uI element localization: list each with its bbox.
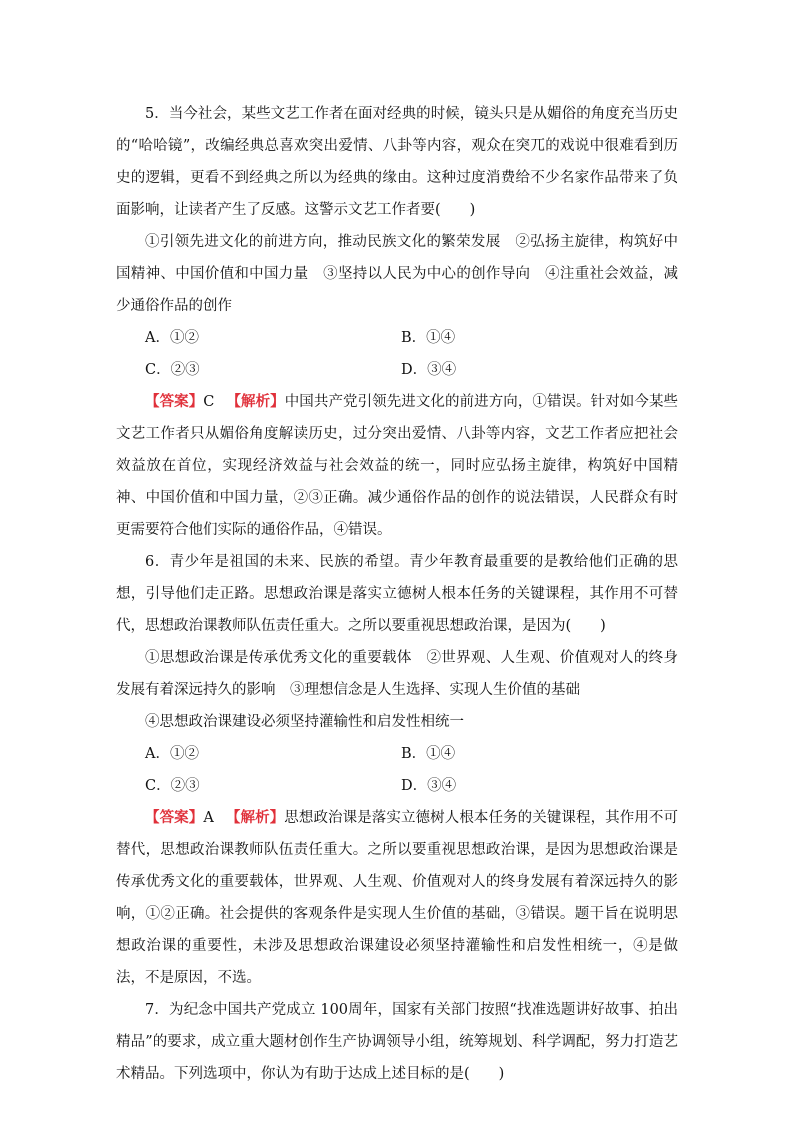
choice-d: D．③④ xyxy=(401,362,457,378)
analysis-text: 思想政治课是落实立德树人根本任务的关键课程，其作用不可替代，思想政治课教师队伍责任重大。之所以要重视思想政治课，是因为思想政治课是传承优秀文化的重要载体，世界观、人生观、价值观对人的终身发展有着深远持久的影响，①②正确。社会提供的客观条件是实现人生价值的基础，③错误。题干旨在说明思想政治课的重要性，未涉及思想政治课建设必须坚持灌输性和启发性相统一，④是做法，不是原因，不选。 xyxy=(116,810,679,986)
question-5-choices xyxy=(116,322,678,386)
choice-c: C．②③ xyxy=(145,362,200,378)
answer-letter: A xyxy=(203,810,214,826)
answer-letter: C xyxy=(203,394,215,410)
answer-tag: 【答案】 xyxy=(145,809,204,826)
answer-tag: 【答案】 xyxy=(145,393,204,410)
document-page xyxy=(116,98,678,1090)
choice-b: B．①④ xyxy=(401,746,456,762)
question-5-answer xyxy=(116,386,678,546)
choice-c: C．②③ xyxy=(145,778,200,794)
choice-a: A．①② xyxy=(145,330,199,346)
question-6-stem: 6．青少年是祖国的未来、民族的希望。青少年教育最重要的是教给他们正确的思想，引导他们走正路。思想政治课是落实立德树人根本任务的关键课程，其作用不可替代，思想政治课教师队伍责任重大。之所以要重视思想政治课，是因为( ) xyxy=(116,554,678,634)
question-6-answer xyxy=(116,802,678,994)
question-6-choices xyxy=(116,738,678,802)
question-6-options-line2: ④思想政治课建设必须坚持灌输性和启发性相统一 xyxy=(145,714,464,730)
analysis-tag: 【解析】 xyxy=(225,809,285,826)
analysis-tag: 【解析】 xyxy=(226,393,285,410)
question-5-options: ①引领先进文化的前进方向，推动民族文化的繁荣发展 ②弘扬主旋律，构筑好中国精神、中国价值和中国力量 ③坚持以人民为中心的创作导向 ④注重社会效益，减少通俗作品的创作 xyxy=(116,234,678,314)
question-7-stem: 7．为纪念中国共产党成立 100周年，国家有关部门按照“找准选题讲好故事、拍出精品”的要求，成立重大题材创作生产协调领导小组，统筹规划、科学调配，努力打造艺术精品。下列选项中，你认为有助于达成上述目标的是( ) xyxy=(116,1002,678,1082)
choice-d: D．③④ xyxy=(401,778,457,794)
question-5-stem: 5．当今社会，某些文艺工作者在面对经典的时候，镜头只是从媚俗的角度充当历史的“哈哈镜”，改编经典总喜欢突出爱情、八卦等内容，观众在突兀的戏说中很难看到历史的逻辑，更看不到经典之所以为经典的缘由。这种过度消费给不少名家作品带来了负面影响，让读者产生了反感。这警示文艺工作者要( ) xyxy=(116,106,678,218)
question-6-options: ①思想政治课是传承优秀文化的重要载体 ②世界观、人生观、价值观对人的终身发展有着深远持久的影响 ③理想信念是人生选择、实现人生价值的基础 xyxy=(116,650,678,698)
analysis-text: 中国共产党引领先进文化的前进方向，①错误。针对如今某些文艺工作者只从媚俗角度解读历史，过分突出爱情、八卦等内容，文艺工作者应把社会效益放在首位，实现经济效益与社会效益的统一，同时应弘扬主旋律，构筑好中国精神、中国价值和中国力量，②③正确。减少通俗作品的创作的说法错误，人民群众有时更需要符合他们实际的通俗作品，④错误。 xyxy=(116,394,679,538)
choice-a: A．①② xyxy=(145,746,199,762)
choice-b: B．①④ xyxy=(401,330,456,346)
